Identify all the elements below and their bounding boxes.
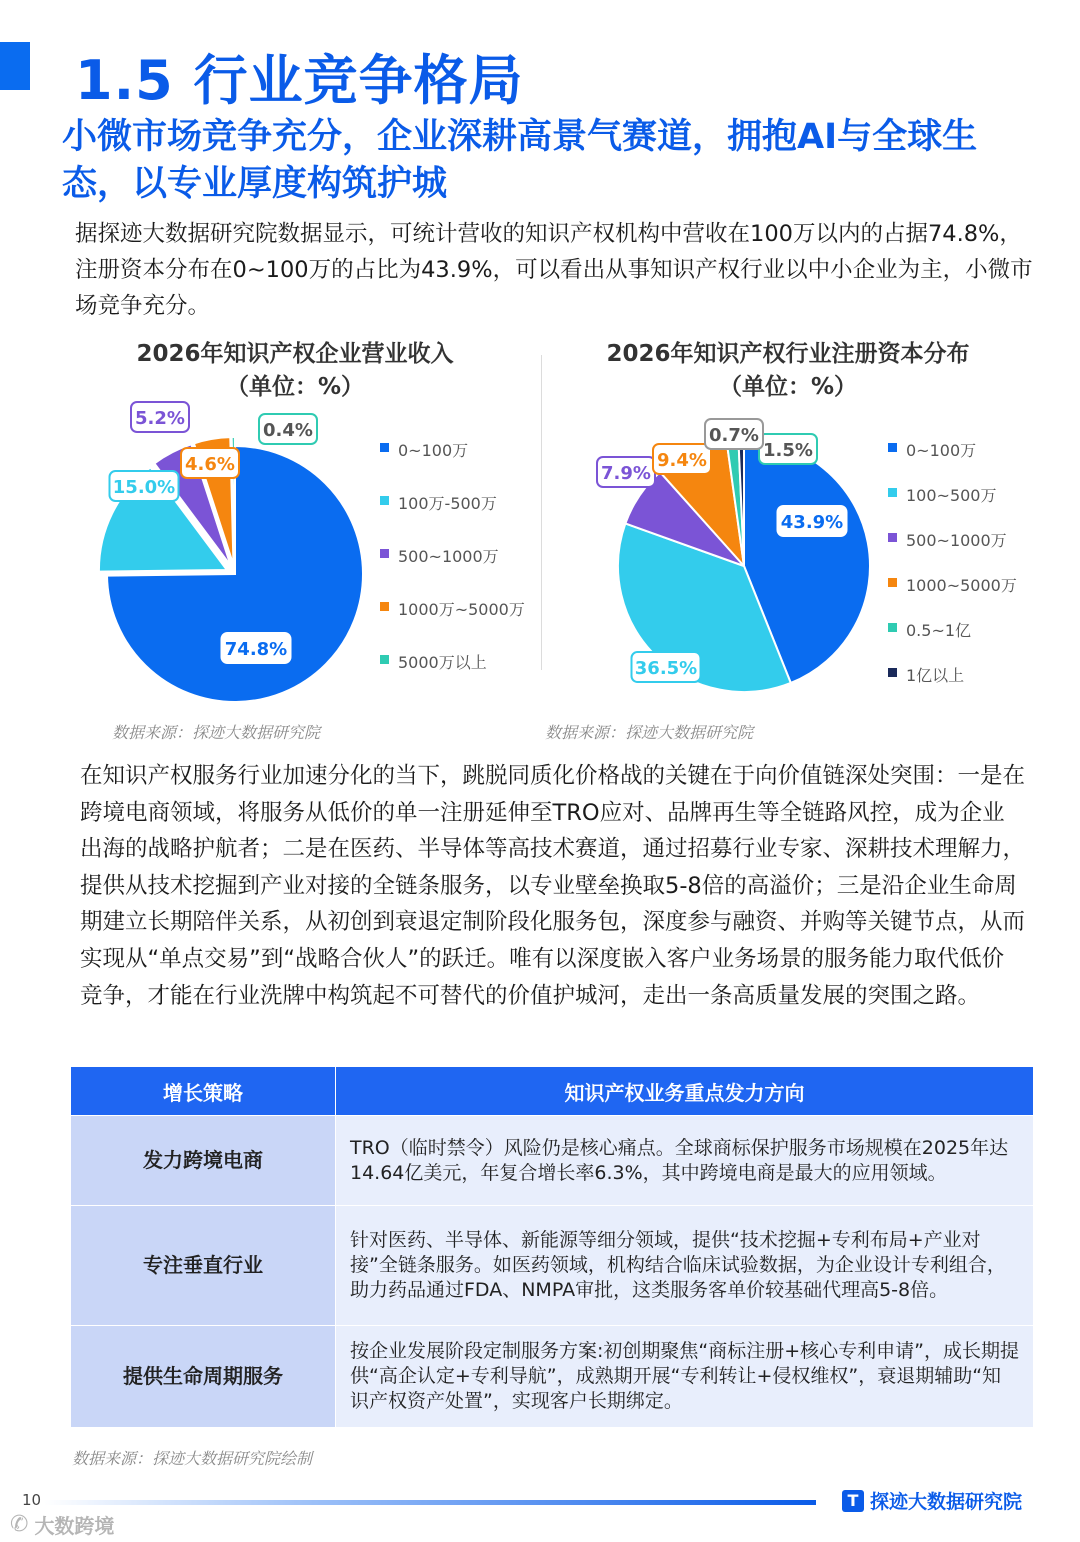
- legend-item: [380, 491, 525, 544]
- legend-item: [380, 544, 525, 597]
- table-row: [71, 1116, 1034, 1206]
- legend-label: 100万-500万: [398, 494, 497, 513]
- svg-text:1.5%: 1.5%: [763, 440, 813, 461]
- legend-swatch: [380, 443, 389, 452]
- legend-swatch: [888, 533, 897, 542]
- table-source: 数据来源：探迹大数据研究院绘制: [72, 1449, 313, 1468]
- svg-text:0.7%: 0.7%: [709, 425, 759, 446]
- legend-label: 1亿以上: [906, 666, 965, 685]
- table-row: [71, 1206, 1034, 1326]
- table-header-cell: 增长策略: [71, 1067, 336, 1116]
- footer-rule: [44, 1500, 816, 1505]
- section-accent-bar: [0, 42, 30, 90]
- table-row: [71, 1326, 1034, 1428]
- pie-data-label: [705, 419, 763, 449]
- svg-text:36.5%: 36.5%: [634, 658, 698, 679]
- legend-swatch: [380, 602, 389, 611]
- legend-swatch: [888, 668, 897, 677]
- brand-logo-icon: T: [842, 1490, 864, 1512]
- pie-data-label: [778, 506, 847, 536]
- chart-title-text: 2026年知识产权行业注册资本分布: [606, 341, 970, 367]
- legend-item: [888, 438, 1017, 483]
- legend-label: 100~500万: [906, 486, 997, 505]
- chart-legend: [380, 438, 525, 703]
- strategy-name-cell: 专注垂直行业: [71, 1206, 336, 1326]
- legend-swatch: [380, 655, 389, 664]
- page-number: 10: [22, 1491, 42, 1509]
- legend-item: [380, 438, 525, 491]
- pie-data-label: [653, 444, 711, 474]
- pie-data-label: [110, 471, 179, 501]
- strategy-detail-cell: TRO（临时禁令）风险仍是核心痛点。全球商标保护服务市场规模在2025年达14.64亿美元，年复合增长率6.3%，其中跨境电商是最大的应用领域。: [336, 1116, 1034, 1206]
- legend-item: [888, 573, 1017, 618]
- svg-text:74.8%: 74.8%: [224, 639, 288, 660]
- legend-item: [380, 597, 525, 650]
- watermark-text: 大数跨境: [34, 1514, 115, 1538]
- pie-data-label: [259, 414, 317, 444]
- legend-swatch: [888, 623, 897, 632]
- svg-text:15.0%: 15.0%: [112, 477, 176, 498]
- svg-text:5.2%: 5.2%: [135, 408, 185, 429]
- legend-swatch: [380, 496, 389, 505]
- pie-data-label: [597, 457, 655, 487]
- table-header-cell: 知识产权业务重点发力方向: [336, 1067, 1034, 1116]
- pie-data-label: [632, 652, 701, 682]
- svg-text:9.4%: 9.4%: [657, 450, 707, 471]
- brand-logo: [842, 1487, 1022, 1514]
- legend-label: 0~100万: [906, 441, 977, 460]
- revenue-pie-chart: [60, 338, 530, 748]
- capital-pie-chart: [548, 338, 1048, 748]
- chart-title-text: 2026年知识产权企业营业收入: [136, 341, 454, 367]
- chart-source: 数据来源：探迹大数据研究院: [112, 723, 321, 742]
- body-paragraph: 在知识产权服务行业加速分化的当下，跳脱同质化价格战的关键在于向价值链深处突围：一是在跨境电商领域，将服务从低价的单一注册延伸至TRO应对、品牌再生等全链路风控，成为企业出海的战略护航者；二是在医药、半导体等高技术赛道，通过招募行业专家、深耕技术理解力，提供从技术挖掘到产业对接的全链条服务，以专业壁垒换取5-8倍的高溢价；三是沿企业生命周期建立长期陪伴关系，从初创到衰退定制阶段化服务包，深度参与融资、并购等关键节点，从而实现从“单点交易”到“战略合伙人”的跃迁。唯有以深度嵌入客户业务场景的服务能力取代低价竞争，才能在行业洗牌中构筑起不可替代的价值护城河，走出一条高质量发展的突围之路。: [80, 763, 1026, 1009]
- legend-swatch: [888, 443, 897, 452]
- svg-text:0.4%: 0.4%: [263, 420, 313, 441]
- svg-text:4.6%: 4.6%: [185, 454, 235, 475]
- brand-logo-text: 探迹大数据研究院: [870, 1491, 1023, 1513]
- pie-data-label: [181, 448, 239, 478]
- legend-label: 1000~5000万: [906, 576, 1017, 595]
- legend-item: [888, 528, 1017, 573]
- chart-source: 数据来源：探迹大数据研究院: [545, 723, 754, 742]
- strategy-table: [70, 1066, 1034, 1428]
- strategy-name-cell: 发力跨境电商: [71, 1116, 336, 1206]
- legend-label: 0.5~1亿: [906, 621, 972, 640]
- wechat-icon: ✆: [10, 1512, 29, 1537]
- svg-text:7.9%: 7.9%: [601, 463, 651, 484]
- chart-legend: [888, 438, 1017, 708]
- legend-item: [888, 483, 1017, 528]
- page-subtitle: 小微市场竞争充分，企业深耕高景气赛道，拥抱AI与全球生态，以专业厚度构筑护城: [62, 117, 978, 204]
- legend-item: [888, 618, 1017, 663]
- pie-data-label: [759, 434, 817, 464]
- legend-item: [888, 663, 1017, 708]
- strategy-name-cell: 提供生命周期服务: [71, 1326, 336, 1428]
- legend-label: 0~100万: [398, 441, 469, 460]
- pie-data-label: [222, 633, 291, 663]
- legend-swatch: [380, 549, 389, 558]
- corner-watermark: [10, 1510, 114, 1539]
- section-title: 1.5 行业竞争格局: [75, 49, 524, 112]
- chart-unit-text: （单位：%）: [225, 374, 365, 400]
- legend-label: 500~1000万: [906, 531, 1007, 550]
- svg-text:43.9%: 43.9%: [780, 512, 844, 533]
- legend-label: 5000万以上: [398, 653, 487, 672]
- legend-label: 1000万~5000万: [398, 600, 525, 619]
- chart-unit-text: （单位：%）: [718, 374, 858, 400]
- pie-data-label: [131, 402, 189, 432]
- strategy-detail-cell: 针对医药、半导体、新能源等细分领域，提供“技术挖掘+专利布局+产业对接”全链条服务。如医药领域，机构结合临床试验数据，为企业设计专利组合，助力药品通过FDA、NMPA审批，这类服务客单价较基础代理高5-8倍。: [336, 1206, 1034, 1326]
- legend-label: 500~1000万: [398, 547, 499, 566]
- strategy-detail-cell: 按企业发展阶段定制服务方案:初创期聚焦“商标注册+核心专利申请”，成长期提供“高企认定+专利导航”，成熟期开展“专利转让+侵权维权”，衰退期辅助“知识产权资产处置”，实现客户长期绑定。: [336, 1326, 1034, 1428]
- table-header-row: [71, 1067, 1034, 1116]
- intro-paragraph: 据探迹大数据研究院数据显示，可统计营收的知识产权机构中营收在100万以内的占据74.8%，注册资本分布在0~100万的占比为43.9%，可以看出从事知识产权行业以中小企业为主，小微市场竞争充分。: [75, 221, 1033, 319]
- legend-swatch: [888, 488, 897, 497]
- legend-swatch: [888, 578, 897, 587]
- legend-item: [380, 650, 525, 703]
